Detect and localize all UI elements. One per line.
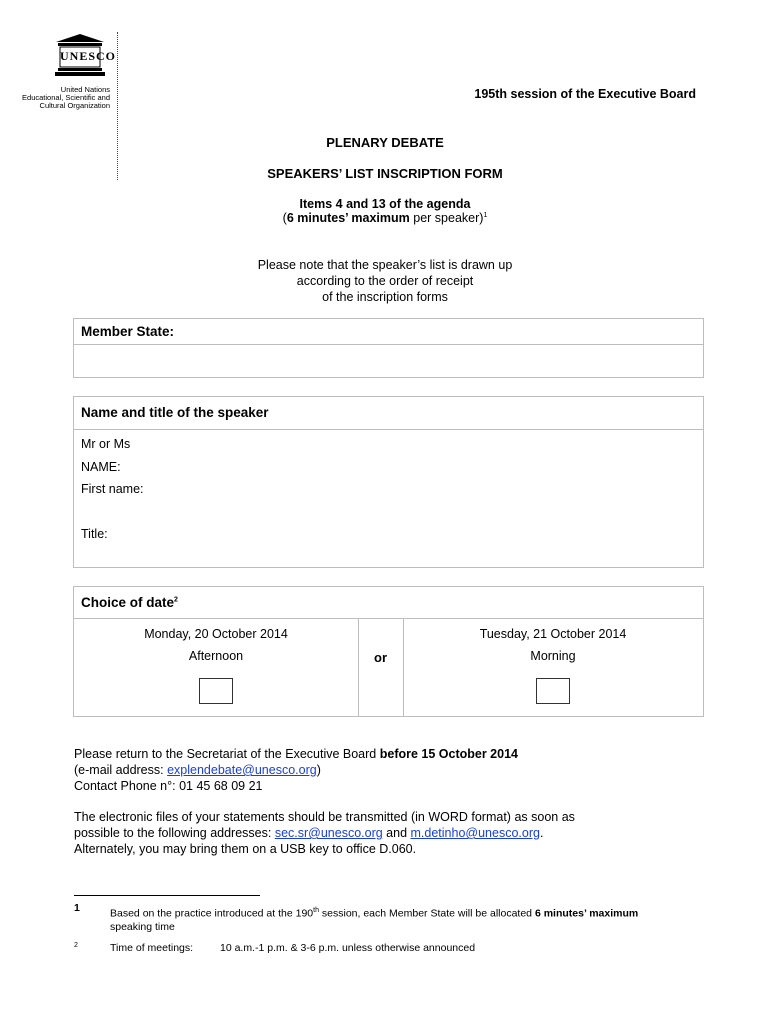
member-state-label: Member State:	[81, 324, 175, 339]
electronic-prefix: possible to the following addresses:	[74, 826, 275, 840]
minutes-line	[0, 211, 770, 225]
fn1-text-c: speaking time	[110, 920, 175, 933]
electronic-suffix: .	[539, 826, 544, 840]
org-line-3: Cultural Organization	[39, 101, 110, 110]
member-state-field[interactable]	[74, 345, 703, 377]
return-deadline: before 15 October 2014	[379, 747, 518, 761]
fn1-text-a: Based on the practice introduced at the 190	[110, 907, 314, 920]
minutes-bold: 6 minutes’ maximum	[286, 211, 410, 225]
and-text: and	[382, 826, 411, 840]
electronic-line-3: Alternately, you may bring them on a USB key to office D.060.	[74, 842, 417, 856]
electronic-line-1: The electronic files of your statements should be transmitted (in WORD format) as soon as	[74, 810, 575, 824]
electronic-line-2	[74, 825, 714, 841]
name-field[interactable]: NAME:	[81, 460, 121, 474]
detinho-email-link[interactable]: m.detinho@unesco.org	[410, 826, 540, 840]
footnote-1-text	[110, 904, 710, 934]
unesco-logo	[40, 32, 120, 78]
date-choice-label: Choice of date	[81, 595, 175, 610]
option2-checkbox[interactable]	[536, 678, 570, 704]
note-line-2: according to the order of receipt	[296, 274, 474, 288]
speaker-label: Name and title of the speaker	[81, 405, 269, 420]
date-divider-h	[74, 618, 703, 619]
fn1-text-b: session, each Member State will be allocated	[318, 907, 535, 920]
return-email-line	[74, 762, 714, 778]
minutes-open-paren: (	[282, 211, 287, 225]
speaker-divider	[74, 429, 703, 430]
note-line-3: of the inscription forms	[322, 290, 448, 304]
sec-sr-email-link[interactable]: sec.sr@unesco.org	[274, 826, 383, 840]
mr-ms-field[interactable]: Mr or Ms	[81, 437, 131, 451]
footnote-ref-1[interactable]: 1	[483, 211, 488, 219]
date-divider-left	[358, 618, 359, 717]
option1-time: Afternoon	[188, 649, 244, 663]
return-line-1	[74, 746, 714, 762]
order-note	[0, 257, 770, 305]
debate-email-link[interactable]: explendebate@unesco.org	[167, 763, 317, 777]
or-separator: or	[374, 650, 387, 665]
email-suffix: )	[316, 763, 321, 777]
electronic-files-instructions	[74, 809, 714, 857]
contact-phone: Contact Phone n°: 01 45 68 09 21	[74, 779, 263, 793]
return-plain: Please return to the Secretariat of the Executive Board	[74, 747, 380, 761]
note-line-1: Please note that the speaker’s list is drawn up	[257, 258, 513, 272]
footnote-2-number	[74, 939, 78, 956]
first-name-field[interactable]: First name:	[81, 482, 144, 496]
header-dotted-divider	[117, 32, 118, 180]
session-title: 195th session of the Executive Board	[474, 87, 696, 101]
footnote-2-label: Time of meetings:	[110, 942, 194, 954]
org-line-1: United Nations	[60, 85, 110, 94]
option1-date: Monday, 20 October 2014	[144, 627, 288, 641]
org-line-2: Educational, Scientific and	[22, 93, 110, 102]
fn2-num: 2	[74, 942, 78, 949]
footnote-separator	[74, 895, 260, 896]
title-field[interactable]: Title:	[81, 527, 108, 541]
member-state-box	[73, 318, 704, 378]
minutes-rest: per speaker)	[409, 211, 484, 225]
date-choice-title	[74, 595, 185, 610]
option1-checkbox[interactable]	[199, 678, 233, 704]
agenda-items: Items 4 and 13 of the agenda	[299, 197, 471, 211]
footnote-2-text: 10 a.m.-1 p.m. & 3-6 p.m. unless otherwise announced	[220, 942, 476, 954]
date-choice-box	[73, 586, 704, 717]
option2-time: Morning	[530, 649, 576, 663]
fn1-bold: 6 minutes’ maximum	[534, 907, 639, 920]
speaker-box	[73, 396, 704, 568]
footnote-ref-2[interactable]: 2	[174, 596, 178, 604]
logo-text: UNESCO	[60, 49, 117, 63]
debate-heading: PLENARY DEBATE	[326, 135, 444, 150]
return-instructions	[74, 746, 714, 794]
email-prefix: (e-mail address:	[74, 763, 168, 777]
fn1-sup: th	[313, 907, 319, 914]
footnote-1-number: 1	[74, 902, 80, 914]
organization-name	[10, 86, 110, 110]
form-heading: SPEAKERS’ LIST INSCRIPTION FORM	[267, 166, 503, 181]
option2-date: Tuesday, 21 October 2014	[479, 627, 627, 641]
